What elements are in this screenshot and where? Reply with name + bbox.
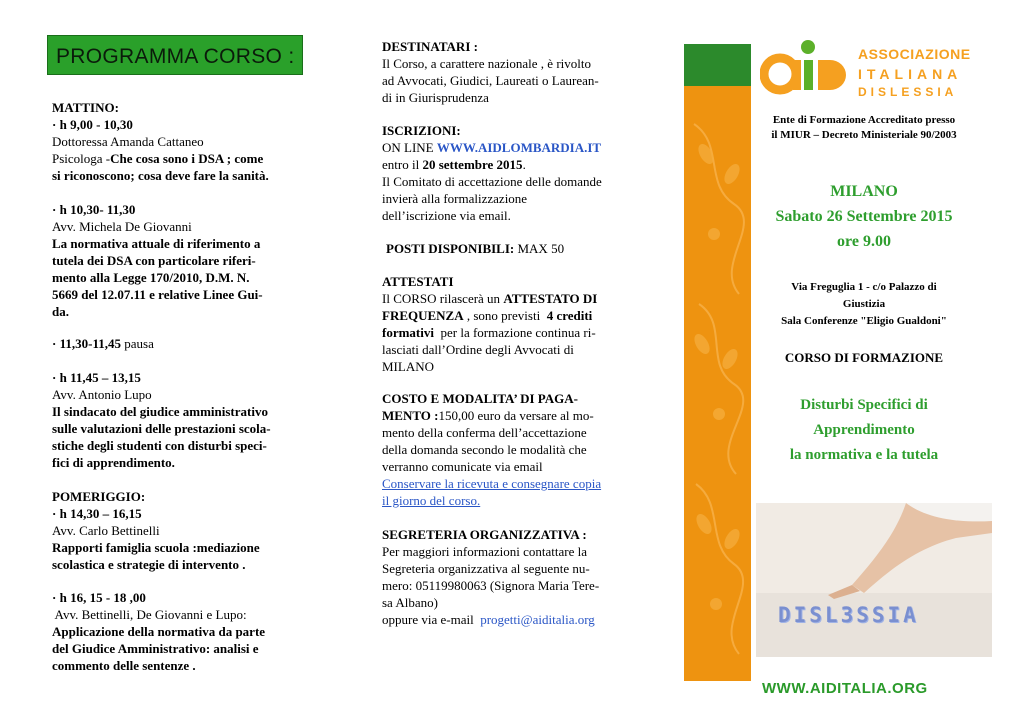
registration-online-line bbox=[382, 140, 601, 157]
logo-line-3: DISLESSIA bbox=[858, 85, 958, 99]
recipients-heading: DESTINATARI : bbox=[382, 39, 478, 54]
registration-heading: ISCRIZIONI: bbox=[382, 123, 461, 138]
session-topic: si riconoscono; cosa deve fare la sanità. bbox=[52, 168, 269, 183]
available-seats-value: MAX 50 bbox=[514, 241, 565, 256]
certificates-text: lasciati dall’Ordine degli Avvocati di bbox=[382, 342, 574, 357]
course-title-line: Disturbi Specifici di bbox=[800, 397, 928, 413]
course-title-line: la normativa e la tutela bbox=[789, 447, 939, 463]
session-topic: scolastica e strategie di intervento . bbox=[52, 557, 246, 572]
dyslexia-letters: DISL3SSIA bbox=[778, 603, 919, 627]
aid-logo-mark-icon bbox=[760, 32, 855, 100]
event-venue-block bbox=[756, 279, 972, 330]
recipients-text: di in Giurisprudenza bbox=[382, 90, 489, 105]
venue-line: Giustizia bbox=[842, 298, 886, 310]
certificates-heading: ATTESTATI bbox=[382, 274, 454, 289]
session-speaker: Avv. Bettinelli, De Giovanni e Lupo: bbox=[52, 607, 247, 622]
credits-count: 4 crediti bbox=[546, 308, 593, 323]
session-topic: mento alla Legge 170/2010, D.M. N. bbox=[52, 270, 250, 285]
course-type: CORSO DI FORMAZIONE bbox=[784, 350, 944, 365]
hand-pointing-letters-icon bbox=[756, 503, 992, 657]
cost-text: mento della conferma dell’accettazione bbox=[382, 425, 587, 440]
secretariat-text: mero: 05119980063 (Signora Maria Tere- bbox=[382, 578, 600, 593]
certificates-line bbox=[382, 291, 597, 308]
deadline-dot: . bbox=[522, 157, 526, 172]
website-link[interactable]: WWW.AIDITALIA.ORG bbox=[762, 680, 928, 697]
accreditation-line: il MIUR – Decreto Ministeriale 90/2003 bbox=[771, 129, 957, 141]
credits-label: formativi bbox=[382, 325, 434, 340]
registration-text: invierà alla formalizzazione bbox=[382, 191, 528, 206]
session-speaker: Avv. Carlo Bettinelli bbox=[52, 523, 160, 538]
course-title-block bbox=[756, 393, 972, 468]
session-speaker: Avv. Antonio Lupo bbox=[52, 387, 152, 402]
session-topic: Rapporti famiglia scuola :mediazione bbox=[52, 540, 260, 555]
secretariat-heading: SEGRETERIA ORGANIZZATIVA : bbox=[382, 527, 587, 542]
event-date: Sabato 26 Settembre 2015 bbox=[775, 208, 953, 225]
event-city: MILANO bbox=[830, 183, 898, 200]
registration-online-label: ON LINE bbox=[382, 140, 437, 155]
session-time: · h 14,30 – 16,15 bbox=[52, 506, 142, 521]
secretariat-text: Segreteria organizzativa al seguente nu- bbox=[382, 561, 590, 576]
receipt-note-link[interactable]: Conservare la ricevuta e consegnare copia bbox=[382, 476, 602, 491]
program-title-box bbox=[47, 35, 303, 75]
morning-heading: MATTINO: bbox=[52, 100, 119, 115]
certificates-text: MILANO bbox=[382, 359, 434, 374]
cost-text: verranno comunicate via email bbox=[382, 459, 543, 474]
pause-time: · 11,30-11,45 bbox=[52, 336, 121, 351]
email-prefix: oppure via e-mail bbox=[382, 612, 481, 627]
recipients-text: Il Corso, a carattere nazionale , è rivolto bbox=[382, 56, 591, 71]
session-topic: Il sindacato del giudice amministrativo bbox=[52, 404, 268, 419]
session-topic: da. bbox=[52, 304, 69, 319]
registration-link[interactable]: WWW.AIDLOMBARDIA.IT bbox=[436, 140, 602, 155]
cost-heading-cont: MENTO : bbox=[382, 408, 439, 423]
event-when-block bbox=[756, 179, 972, 254]
accreditation-block bbox=[756, 113, 972, 143]
recipients-text: ad Avvocati, Giudici, Laureati o Laurean- bbox=[382, 73, 599, 88]
session-topic: stiche degli studenti con disturbi speci- bbox=[52, 438, 267, 453]
secretariat-text: Per maggiori informazioni contattare la bbox=[382, 544, 588, 559]
speaker-role: Psicologa - bbox=[52, 151, 111, 166]
logo-line-2: ITALIANA bbox=[858, 66, 963, 82]
secretariat-email-line bbox=[382, 612, 595, 629]
session-time: · h 16, 15 - 18 ,00 bbox=[52, 590, 146, 605]
secretariat-text: sa Albano) bbox=[382, 595, 438, 610]
deadline-prefix: entro il bbox=[382, 157, 423, 172]
dyslexia-photo bbox=[756, 503, 992, 657]
afternoon-heading: POMERIGGIO: bbox=[52, 489, 146, 504]
registration-deadline-line bbox=[382, 157, 526, 174]
pause-label: pausa bbox=[120, 336, 154, 351]
email-link[interactable]: progetti@aiditalia.org bbox=[480, 612, 595, 627]
certificates-text: per la formazione continua ri- bbox=[433, 325, 596, 340]
session-topic: Applicazione della normativa da parte bbox=[52, 624, 266, 639]
registration-text: dell’iscrizione via email. bbox=[382, 208, 511, 223]
deadline-date: 20 settembre 2015 bbox=[422, 157, 523, 172]
strip-top-band bbox=[684, 44, 751, 86]
floral-pattern-icon bbox=[684, 44, 751, 681]
accreditation-line: Ente di Formazione Accreditato presso bbox=[772, 114, 956, 126]
course-title-line: Apprendimento bbox=[813, 422, 915, 438]
certificate-type: ATTESTATO DI bbox=[503, 291, 598, 306]
session-time: · h 10,30- 11,30 bbox=[52, 202, 136, 217]
logo-line-1: ASSOCIAZIONE bbox=[858, 46, 971, 62]
receipt-note-link[interactable]: il giorno del corso. bbox=[382, 493, 481, 508]
available-seats-line bbox=[386, 241, 564, 258]
certificates-line bbox=[382, 308, 592, 325]
registration-text: Il Comitato di accettazione delle domande bbox=[382, 174, 602, 189]
session-topic: tutela dei DSA con particolare riferi- bbox=[52, 253, 256, 268]
session-time: · h 9,00 - 10,30 bbox=[52, 117, 133, 132]
certificates-line bbox=[382, 325, 596, 342]
cost-amount: 150,00 euro da versare al mo- bbox=[438, 408, 594, 423]
venue-line: Via Freguglia 1 - c/o Palazzo di bbox=[791, 281, 937, 293]
certificates-text: Il CORSO rilascerà un bbox=[382, 291, 504, 306]
session-topic: La normativa attuale di riferimento a bbox=[52, 236, 261, 251]
certificates-text: , sono previsti bbox=[463, 308, 547, 323]
session-topic: Che cosa sono i DSA ; come bbox=[110, 151, 264, 166]
session-speaker: Dottoressa Amanda Cattaneo bbox=[52, 134, 204, 149]
session-topic: commento delle sentenze . bbox=[52, 658, 196, 673]
venue-line: Sala Conferenze "Eligio Gualdoni" bbox=[781, 315, 947, 327]
program-title: PROGRAMMA CORSO : bbox=[56, 45, 295, 68]
session-topic: 5669 del 12.07.11 e relative Linee Gui- bbox=[52, 287, 263, 302]
cost-heading: COSTO E MODALITA’ DI PAGA- bbox=[382, 391, 578, 406]
cost-text: della domanda secondo le modalità che bbox=[382, 442, 587, 457]
certificate-type: FREQUENZA bbox=[382, 308, 464, 323]
available-seats-label: POSTI DISPONIBILI: bbox=[386, 241, 515, 256]
session-speaker: Avv. Michela De Giovanni bbox=[52, 219, 192, 234]
session-role-line bbox=[52, 151, 312, 168]
pause-line bbox=[52, 336, 154, 353]
session-topic: del Giudice Amministrativo: analisi e bbox=[52, 641, 259, 656]
session-topic: sulle valutazioni delle prestazioni scola- bbox=[52, 421, 271, 436]
cost-line bbox=[382, 408, 594, 425]
session-time: · h 11,45 – 13,15 bbox=[52, 370, 141, 385]
aid-logo bbox=[760, 32, 972, 104]
event-time: ore 9.00 bbox=[837, 233, 891, 250]
session-topic: fici di apprendimento. bbox=[52, 455, 175, 470]
decorative-strip bbox=[684, 44, 751, 681]
